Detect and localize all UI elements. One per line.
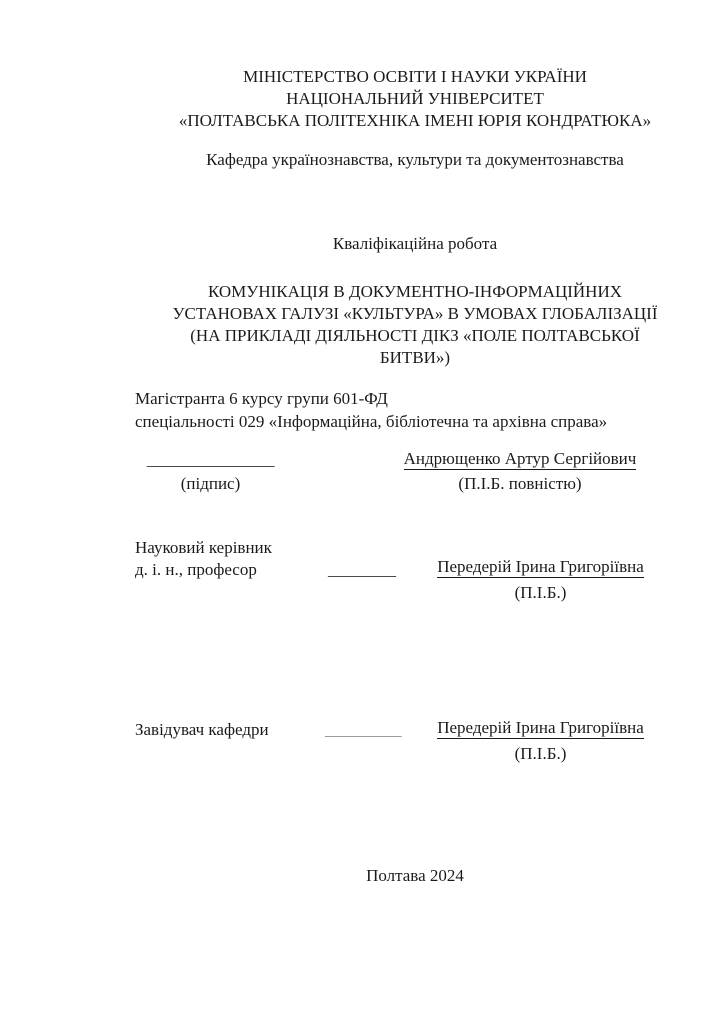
work-title-line1: КОМУНІКАЦІЯ В ДОКУМЕНТНО-ІНФОРМАЦІЙНИХ [207, 282, 623, 301]
work-title [110, 281, 720, 369]
work-title-line3: (НА ПРИКЛАДІ ДІЯЛЬНОСТІ ДІКЗ «ПОЛЕ ПОЛТАВСЬКОЇ [190, 326, 640, 345]
student-info [135, 387, 695, 433]
university-name-line1: НАЦІОНАЛЬНИЙ УНІВЕРСИТЕТ [286, 89, 544, 108]
department-head-name-caption: (П.І.Б.) [514, 744, 567, 763]
supervisor-name [427, 557, 654, 578]
department-head-name-text: Передерій Ірина Григоріївна [437, 718, 644, 737]
supervisor-name-text: Передерій Ірина Григоріївна [437, 557, 644, 576]
student-signature-caption: (підпис) [180, 474, 241, 493]
university-name-line2: «ПОЛТАВСЬКА ПОЛІТЕХНІКА ІМЕНІ ЮРІЯ КОНДРАТЮКА» [178, 111, 652, 130]
department-line: Кафедра українознавства, культури та документознавства [206, 150, 624, 169]
student-name-text: Андрющенко Артур Сергійович [403, 449, 637, 468]
work-title-line2: УСТАНОВАХ ГАЛУЗІ «КУЛЬТУРА» В УМОВАХ ГЛОБАЛІЗАЦІЇ [172, 304, 658, 323]
supervisor-role-line1: Науковий керівник [135, 538, 272, 557]
work-title-line4: БИТВИ») [379, 348, 451, 367]
ministry-line: МІНІСТЕРСТВО ОСВІТИ І НАУКИ УКРАЇНИ [243, 67, 587, 86]
supervisor-name-caption: (П.І.Б.) [514, 583, 567, 602]
supervisor-role-line2: д. і. н., професор [135, 560, 257, 579]
supervisor-signature-blank: ________ [328, 560, 396, 579]
city-year-line: Полтава 2024 [366, 866, 464, 885]
work-type-label: Кваліфікаційна робота [332, 234, 498, 253]
department-head-signature-blank: _________ [325, 720, 402, 739]
department-head-role: Завідувач кафедри [135, 720, 269, 739]
student-info-line1: Магістранта 6 курсу групи 601-ФД [135, 389, 388, 408]
student-name [392, 449, 648, 470]
department-head-name [427, 718, 654, 739]
student-name-caption: (П.І.Б. повністю) [458, 474, 582, 493]
university-header [110, 66, 720, 132]
student-info-line2: спеціальності 029 «Інформаційна, бібліотечна та архівна справа» [135, 412, 608, 431]
student-signature-blank: _______________ [147, 450, 275, 469]
